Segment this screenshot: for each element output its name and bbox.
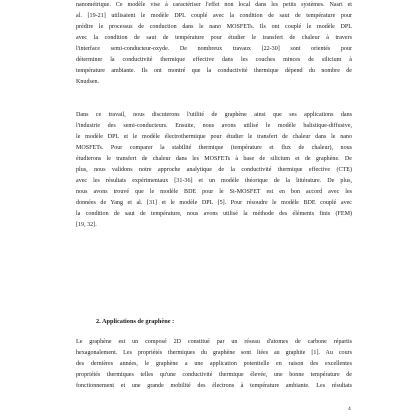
text-line: nous avons trouvé que le modèle BDE pour le Si-MOSFET est en bon accord avec les (76, 189, 352, 195)
page-number: 4 (348, 406, 351, 412)
text-line: fonctionnement et une grande mobilité des électrons à température ambiante. Les résultats (76, 383, 352, 389)
paragraph-continuation (76, 0, 352, 88)
text-line: propriétés thermiques telles qu'une conductivité thermique élevée, une bonne température de (76, 372, 352, 378)
text-line: Le graphène est un composé 2D constitué par un réseau d'atomes de carbone répartis (76, 339, 352, 345)
text-line: avec la condition de saut de température pour étudier le transfert de chaleur à travers (76, 35, 352, 41)
text-line: le modèle DPL et le modèle électrothermique pour étudier le transfert de chaleur dans le nano (76, 134, 352, 140)
text-line: température ambiante. Ils ont montré que la conductivité thermique dépend du nombre de (76, 68, 352, 74)
text-line: prédire le processus de conduction dans le nano MOSFETs. Ils ont couplé le modèle DPL (76, 24, 352, 30)
text-line: MOSFETs. Pour comparer la stabilité thermique (température et flux de chaleur), nous (76, 145, 352, 151)
text-line: étudierons le transfert de chaleur dans les MOSFETs à base de silicium et de graphène. De (76, 156, 352, 162)
text-line: plus, nous validons notre approche analytique de la conductivité thermique effective (CTE) (76, 167, 352, 173)
text-line: l'interface semi-conducteur-oxyde. De nombreux travaux [22-30] sont orientés pour (76, 46, 352, 52)
text-line: données de Yang et al. [31] et le modèle DPL [5]. Pour résoudre le modèle BDE couplé avec (76, 200, 352, 206)
paragraph-graphene (76, 337, 352, 392)
text-line: al. [19-21] utilisaient le modèle DPL couplé avec la condition de saut de température pour (76, 13, 352, 19)
section-heading: 2. Applications de graphène : (96, 318, 175, 325)
paragraph-work-description (76, 110, 352, 231)
text-line: Knudsen. (76, 79, 100, 85)
text-line: des dernières années, le graphène a une application potentielle en raison des excellentes (76, 361, 352, 367)
text-line: Dans ce travail, nous discuterons l'utilité de graphène ainsi que ses applications dans (76, 112, 352, 118)
text-line: déterminer la conductivité thermique effective dans les couches minces de silicium à (76, 57, 352, 63)
text-line: l'industrie des semi-conducteurs. Ensuite, nous avons utilisé le modèle balistique-diffusive, (76, 123, 352, 129)
text-line: avec les résultats expérimentaux [31-36] et un modèle théorique de la littérature. De plus, (76, 178, 352, 184)
text-line: [19, 32]. (76, 222, 97, 228)
text-line: nanométrique. Ce modèle vise à caractériser l'effet non local dans les petits systèmes. Nasri et (76, 2, 352, 8)
text-line: la condition de saut de température, nous avons utilisé la méthode des éléments finis (FEM) (76, 211, 352, 217)
text-line: hexagonalement. Les propriétés thermiques du graphène sont liées au graphite [1]. Au cours (76, 350, 352, 356)
